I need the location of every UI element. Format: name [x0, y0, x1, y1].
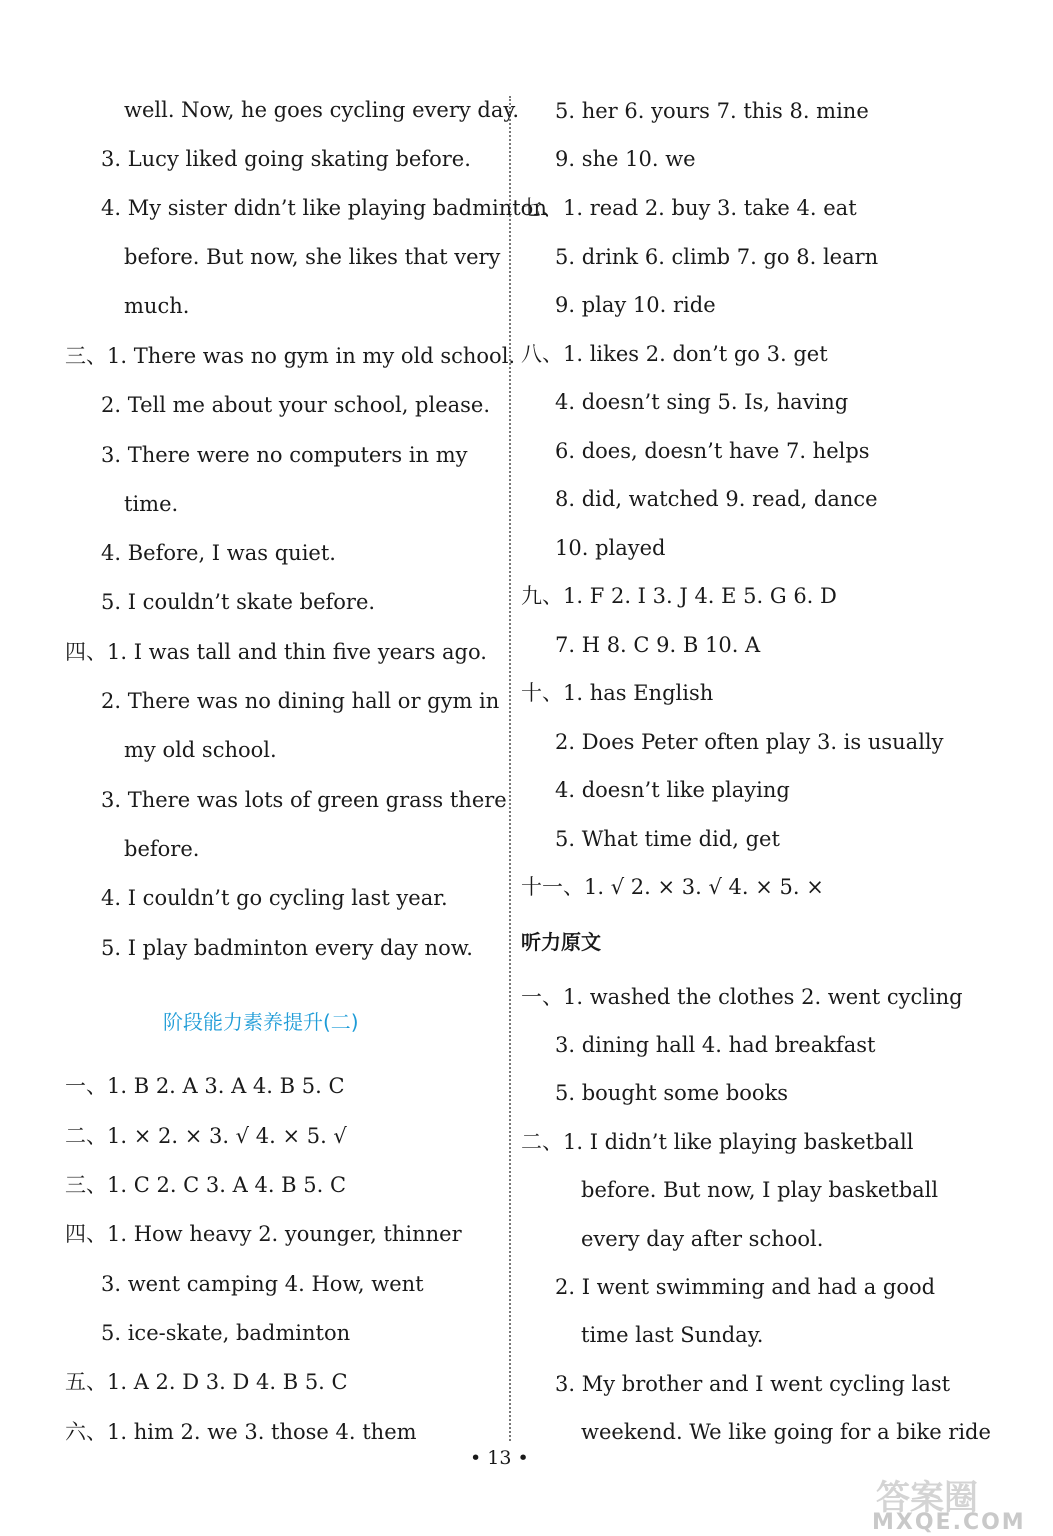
watermark-cn: 答案圈	[876, 1478, 978, 1518]
answer-line: 2. I went swimming and had a good	[555, 1275, 936, 1299]
answer-line: 9. she 10. we	[555, 147, 696, 171]
answer-line: much.	[124, 294, 190, 318]
watermark-url: MXQE.COM	[872, 1510, 1026, 1535]
listening-title: 听力原文	[521, 930, 601, 954]
answer-line: 七、1. read 2. buy 3. take 4. eat	[521, 196, 857, 220]
watermark-logo	[868, 1474, 1048, 1534]
answer-line: 三、1. There was no gym in my old school.	[65, 344, 516, 368]
answer-line: weekend. We like going for a bike ride	[581, 1420, 991, 1444]
answer-line: 9. play 10. ride	[555, 293, 716, 317]
section-title: 阶段能力素养提升(二)	[163, 1010, 359, 1034]
answer-line: 三、1. C 2. C 3. A 4. B 5. C	[65, 1173, 347, 1197]
answer-line: 四、1. How heavy 2. younger, thinner	[65, 1222, 462, 1246]
answer-line: 4. doesn’t like playing	[555, 778, 790, 802]
answer-line: my old school.	[124, 738, 277, 762]
answer-line: before.	[124, 837, 200, 861]
answer-line: before. But now, I play basketball	[581, 1178, 939, 1202]
answer-line: 5. I couldn’t skate before.	[101, 590, 376, 614]
answer-line: 3. My brother and I went cycling last	[555, 1372, 951, 1396]
answer-line: 7. H 8. C 9. B 10. A	[555, 633, 761, 657]
column-divider	[509, 96, 511, 1441]
answer-line: 九、1. F 2. I 3. J 4. E 5. G 6. D	[521, 584, 837, 608]
answer-line: 二、1. I didn’t like playing basketball	[521, 1130, 914, 1154]
answer-line: 8. did, watched 9. read, dance	[555, 487, 878, 511]
answer-line: 3. went camping 4. How, went	[101, 1272, 424, 1296]
answer-line: 十、1. has English	[521, 681, 714, 705]
answer-line: 5. What time did, get	[555, 827, 780, 851]
answer-line: 3. Lucy liked going skating before.	[101, 147, 471, 171]
answer-line: 4. I couldn’t go cycling last year.	[101, 886, 448, 910]
answer-line: 一、1. B 2. A 3. A 4. B 5. C	[65, 1074, 345, 1098]
answer-line: time.	[124, 492, 179, 516]
answer-line: 2. Does Peter often play 3. is usually	[555, 730, 944, 754]
answer-line: 5. her 6. yours 7. this 8. mine	[555, 99, 869, 123]
answer-line: 5. ice-skate, badminton	[101, 1321, 351, 1345]
answer-line: 6. does, doesn’t have 7. helps	[555, 439, 870, 463]
answer-line: 10. played	[555, 536, 666, 560]
answer-line: 2. Tell me about your school, please.	[101, 393, 491, 417]
answer-line: 3. There were no computers in my	[101, 443, 468, 467]
answer-line: time last Sunday.	[581, 1323, 764, 1347]
answer-line: every day after school.	[581, 1227, 824, 1251]
answer-line: 一、1. washed the clothes 2. went cycling	[521, 985, 963, 1009]
answer-line: 四、1. I was tall and thin five years ago.	[65, 640, 487, 664]
answer-line: 六、1. him 2. we 3. those 4. them	[65, 1420, 417, 1444]
answer-line: 二、1. × 2. × 3. √ 4. × 5. √	[65, 1124, 347, 1148]
answer-line: 十一、1. √ 2. × 3. √ 4. × 5. ×	[521, 875, 824, 899]
answer-line: 5. drink 6. climb 7. go 8. learn	[555, 245, 879, 269]
answer-line: 2. There was no dining hall or gym in	[101, 689, 500, 713]
answer-line: 五、1. A 2. D 3. D 4. B 5. C	[65, 1370, 348, 1394]
answer-line: 4. My sister didn’t like playing badminton	[101, 196, 547, 220]
answer-line: 4. Before, I was quiet.	[101, 541, 336, 565]
answer-line: 3. dining hall 4. had breakfast	[555, 1033, 876, 1057]
answer-line: before. But now, she likes that very	[124, 245, 501, 269]
page-number: • 13 •	[470, 1447, 529, 1469]
answer-line: 八、1. likes 2. don’t go 3. get	[521, 342, 828, 366]
answer-line: well. Now, he goes cycling every day.	[124, 98, 520, 122]
answer-line: 3. There was lots of green grass there	[101, 788, 507, 812]
answer-line: 5. I play badminton every day now.	[101, 936, 473, 960]
answer-line: 4. doesn’t sing 5. Is, having	[555, 390, 849, 414]
answer-line: 5. bought some books	[555, 1081, 789, 1105]
